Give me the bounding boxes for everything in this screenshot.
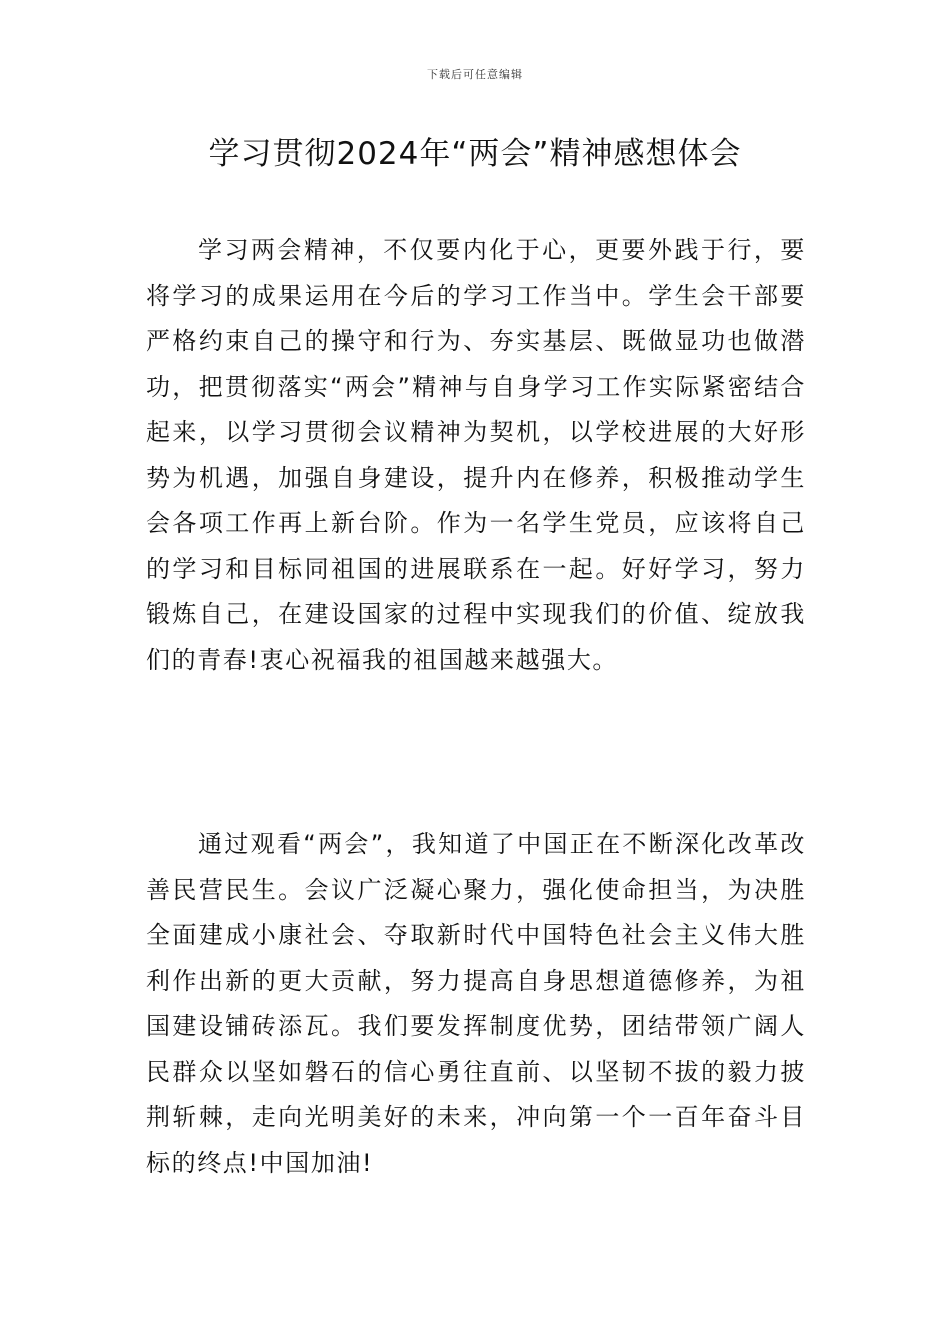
paragraph-2: 通过观看“两会”，我知道了中国正在不断深化改革改善民营民生。会议广泛凝心聚力，强化使命担当，为决胜全面建成小康社会、夺取新时代中国特色社会主义伟大胜利作出新的更大贡献，努力提高自身思想道德修养，为祖国建设铺砖添瓦。我们要发挥制度优势，团结带领广阔人民群众以坚如磐石的信心勇往直前、以坚韧不拔的毅力披荆斩棘，走向光明美好的未来，冲向第一个一百年奋斗目标的终点!中国加油! [146,830,806,1177]
header-note: 下载后可任意编辑 [427,68,523,81]
paragraph-1: 学习两会精神，不仅要内化于心，更要外践于行，要将学习的成果运用在今后的学习工作当中。学生会干部要严格约束自己的操守和行为、夯实基层、既做显功也做潜功，把贯彻落实“两会”精神与自身学习工作实际紧密结合起来，以学习贯彻会议精神为契机，以学校进展的大好形势为机遇，加强自身建设，提升内在修养，积极推动学生会各项工作再上新台阶。作为一名学生党员，应该将自己的学习和目标同祖国的进展联系在一起。好好学习，努力锻炼自己，在建设国家的过程中实现我们的价值、绽放我们的青春!衷心祝福我的祖国越来越强大。 [146,236,806,674]
page-title: 学习贯彻2024年“两会”精神感想体会 [208,136,742,172]
